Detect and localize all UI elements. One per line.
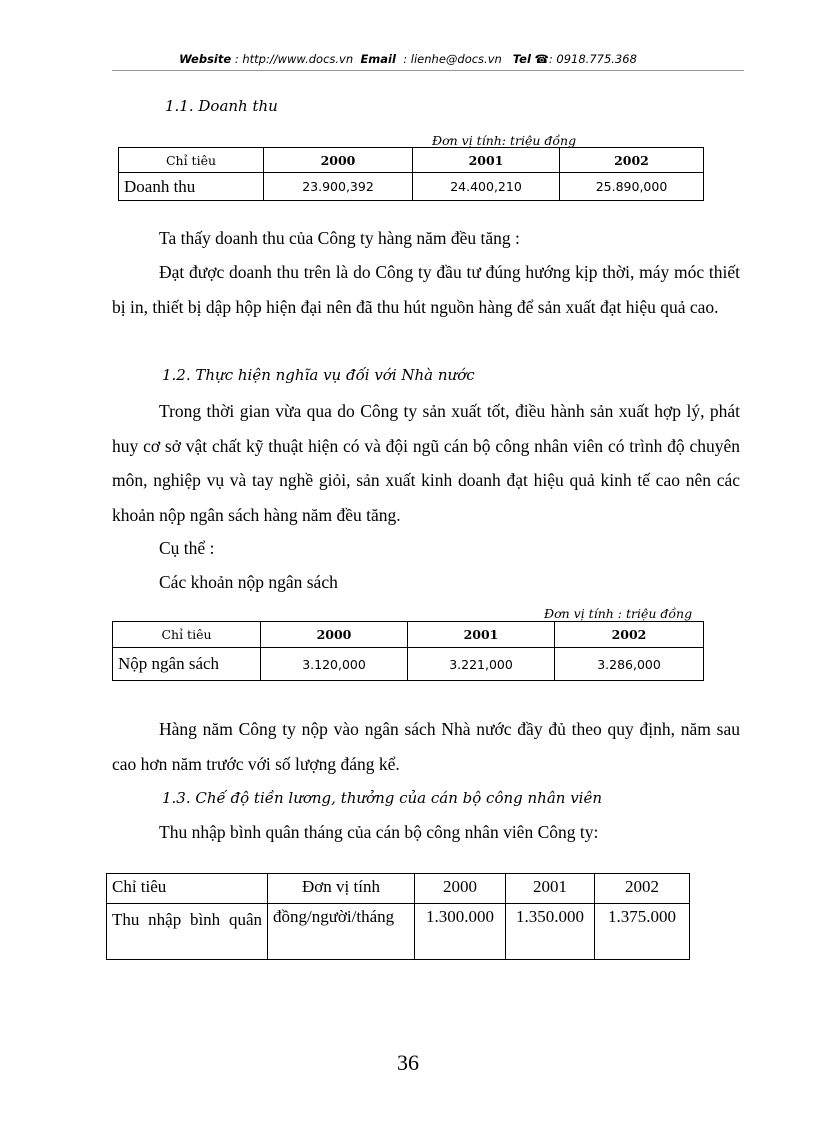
website-value[interactable]: : http://www.docs.vn bbox=[234, 52, 354, 66]
table-header-row bbox=[119, 148, 704, 173]
table-cell: đồng/người/tháng bbox=[268, 904, 415, 960]
header-cell: 2002 bbox=[595, 874, 690, 904]
page-number: 36 bbox=[397, 1050, 419, 1075]
table-header-row bbox=[107, 874, 690, 904]
income-table bbox=[106, 873, 690, 960]
paragraph: Đạt được doanh thu trên là do Công ty đầu tư đúng hướng kịp thời, máy móc thiết bị in, thiết bị dập hộp hiện đại nên đã thu hút nguồn hàng để sản xuất đạt hiệu quả cao. bbox=[112, 262, 740, 317]
paragraph: Thu nhập bình quân tháng của cán bộ công nhân viên Công ty: bbox=[159, 822, 599, 842]
revenue-table bbox=[118, 147, 704, 201]
table-cell: 1.300.000 bbox=[415, 904, 506, 960]
table-cell: 25.890,000 bbox=[560, 173, 704, 201]
email-value[interactable]: : lienhe@docs.vn bbox=[403, 52, 502, 66]
website-label: Website bbox=[179, 52, 232, 66]
paragraph: Trong thời gian vừa qua do Công ty sản xuất tốt, điều hành sản xuất hợp lý, phát huy cơ sở vật chất kỹ thuật hiện có và đội ngũ cán bộ công nhân viên có trình độ chuyên môn, nghiệp vụ và tay nghề giỏi, sản xuất kinh doanh đạt hiệu quả kinh tế cao nên các khoản nộp ngân sách hàng năm đều tăng. bbox=[112, 401, 740, 525]
unit-label-1: Đơn vị tính: triệu đồng bbox=[432, 133, 577, 148]
header-cell: Đơn vị tính bbox=[268, 874, 415, 904]
unit-label-2: Đơn vị tính : triệu đồng bbox=[544, 606, 693, 621]
page-header bbox=[0, 52, 816, 66]
header-cell: 2001 bbox=[506, 874, 595, 904]
table-cell: 3.286,000 bbox=[555, 648, 704, 681]
tel-label: Tel bbox=[512, 52, 531, 66]
table-cell: 1.375.000 bbox=[595, 904, 690, 960]
tel-value: : 0918.775.368 bbox=[548, 52, 637, 66]
table-cell: 24.400,210 bbox=[413, 173, 560, 201]
header-cell: 2002 bbox=[555, 622, 704, 648]
budget-table bbox=[112, 621, 704, 681]
row-label: Doanh thu bbox=[119, 173, 264, 201]
table-cell: 1.350.000 bbox=[506, 904, 595, 960]
section-heading-1-3: 1.3. Chế độ tiền lương, thưởng của cán bộ công nhân viên bbox=[162, 789, 603, 807]
paragraph: Ta thấy doanh thu của Công ty hàng năm đều tăng : bbox=[159, 228, 520, 248]
header-cell: 2000 bbox=[415, 874, 506, 904]
table-cell: 3.120,000 bbox=[261, 648, 408, 681]
section-heading-1-1: 1.1. Doanh thu bbox=[165, 97, 278, 115]
header-cell: Chỉ tiêu bbox=[113, 622, 261, 648]
table-row bbox=[119, 173, 704, 201]
paragraph: Hàng năm Công ty nộp vào ngân sách Nhà nước đầy đủ theo quy định, năm sau cao hơn năm trước với số lượng đáng kể. bbox=[112, 719, 740, 774]
header-cell: 2002 bbox=[560, 148, 704, 173]
phone-icon: ☎ bbox=[534, 52, 549, 66]
row-label: Thu nhập bình quân bbox=[107, 904, 268, 960]
table-header-row bbox=[113, 622, 704, 648]
header-cell: 2000 bbox=[261, 622, 408, 648]
table-cell: 23.900,392 bbox=[264, 173, 413, 201]
paragraph: Cụ thể : bbox=[159, 538, 215, 558]
table-row bbox=[107, 904, 690, 960]
table-row bbox=[113, 648, 704, 681]
header-cell: Chỉ tiêu bbox=[107, 874, 268, 904]
paragraph: Các khoản nộp ngân sách bbox=[159, 572, 338, 592]
header-cell: Chỉ tiêu bbox=[119, 148, 264, 173]
header-cell: 2001 bbox=[408, 622, 555, 648]
header-cell: 2001 bbox=[413, 148, 560, 173]
header-divider bbox=[112, 70, 744, 71]
section-heading-1-2: 1.2. Thực hiện nghĩa vụ đối với Nhà nước bbox=[162, 366, 475, 384]
row-label: Nộp ngân sách bbox=[113, 648, 261, 681]
table-cell: 3.221,000 bbox=[408, 648, 555, 681]
header-cell: 2000 bbox=[264, 148, 413, 173]
email-label: Email bbox=[360, 52, 396, 66]
